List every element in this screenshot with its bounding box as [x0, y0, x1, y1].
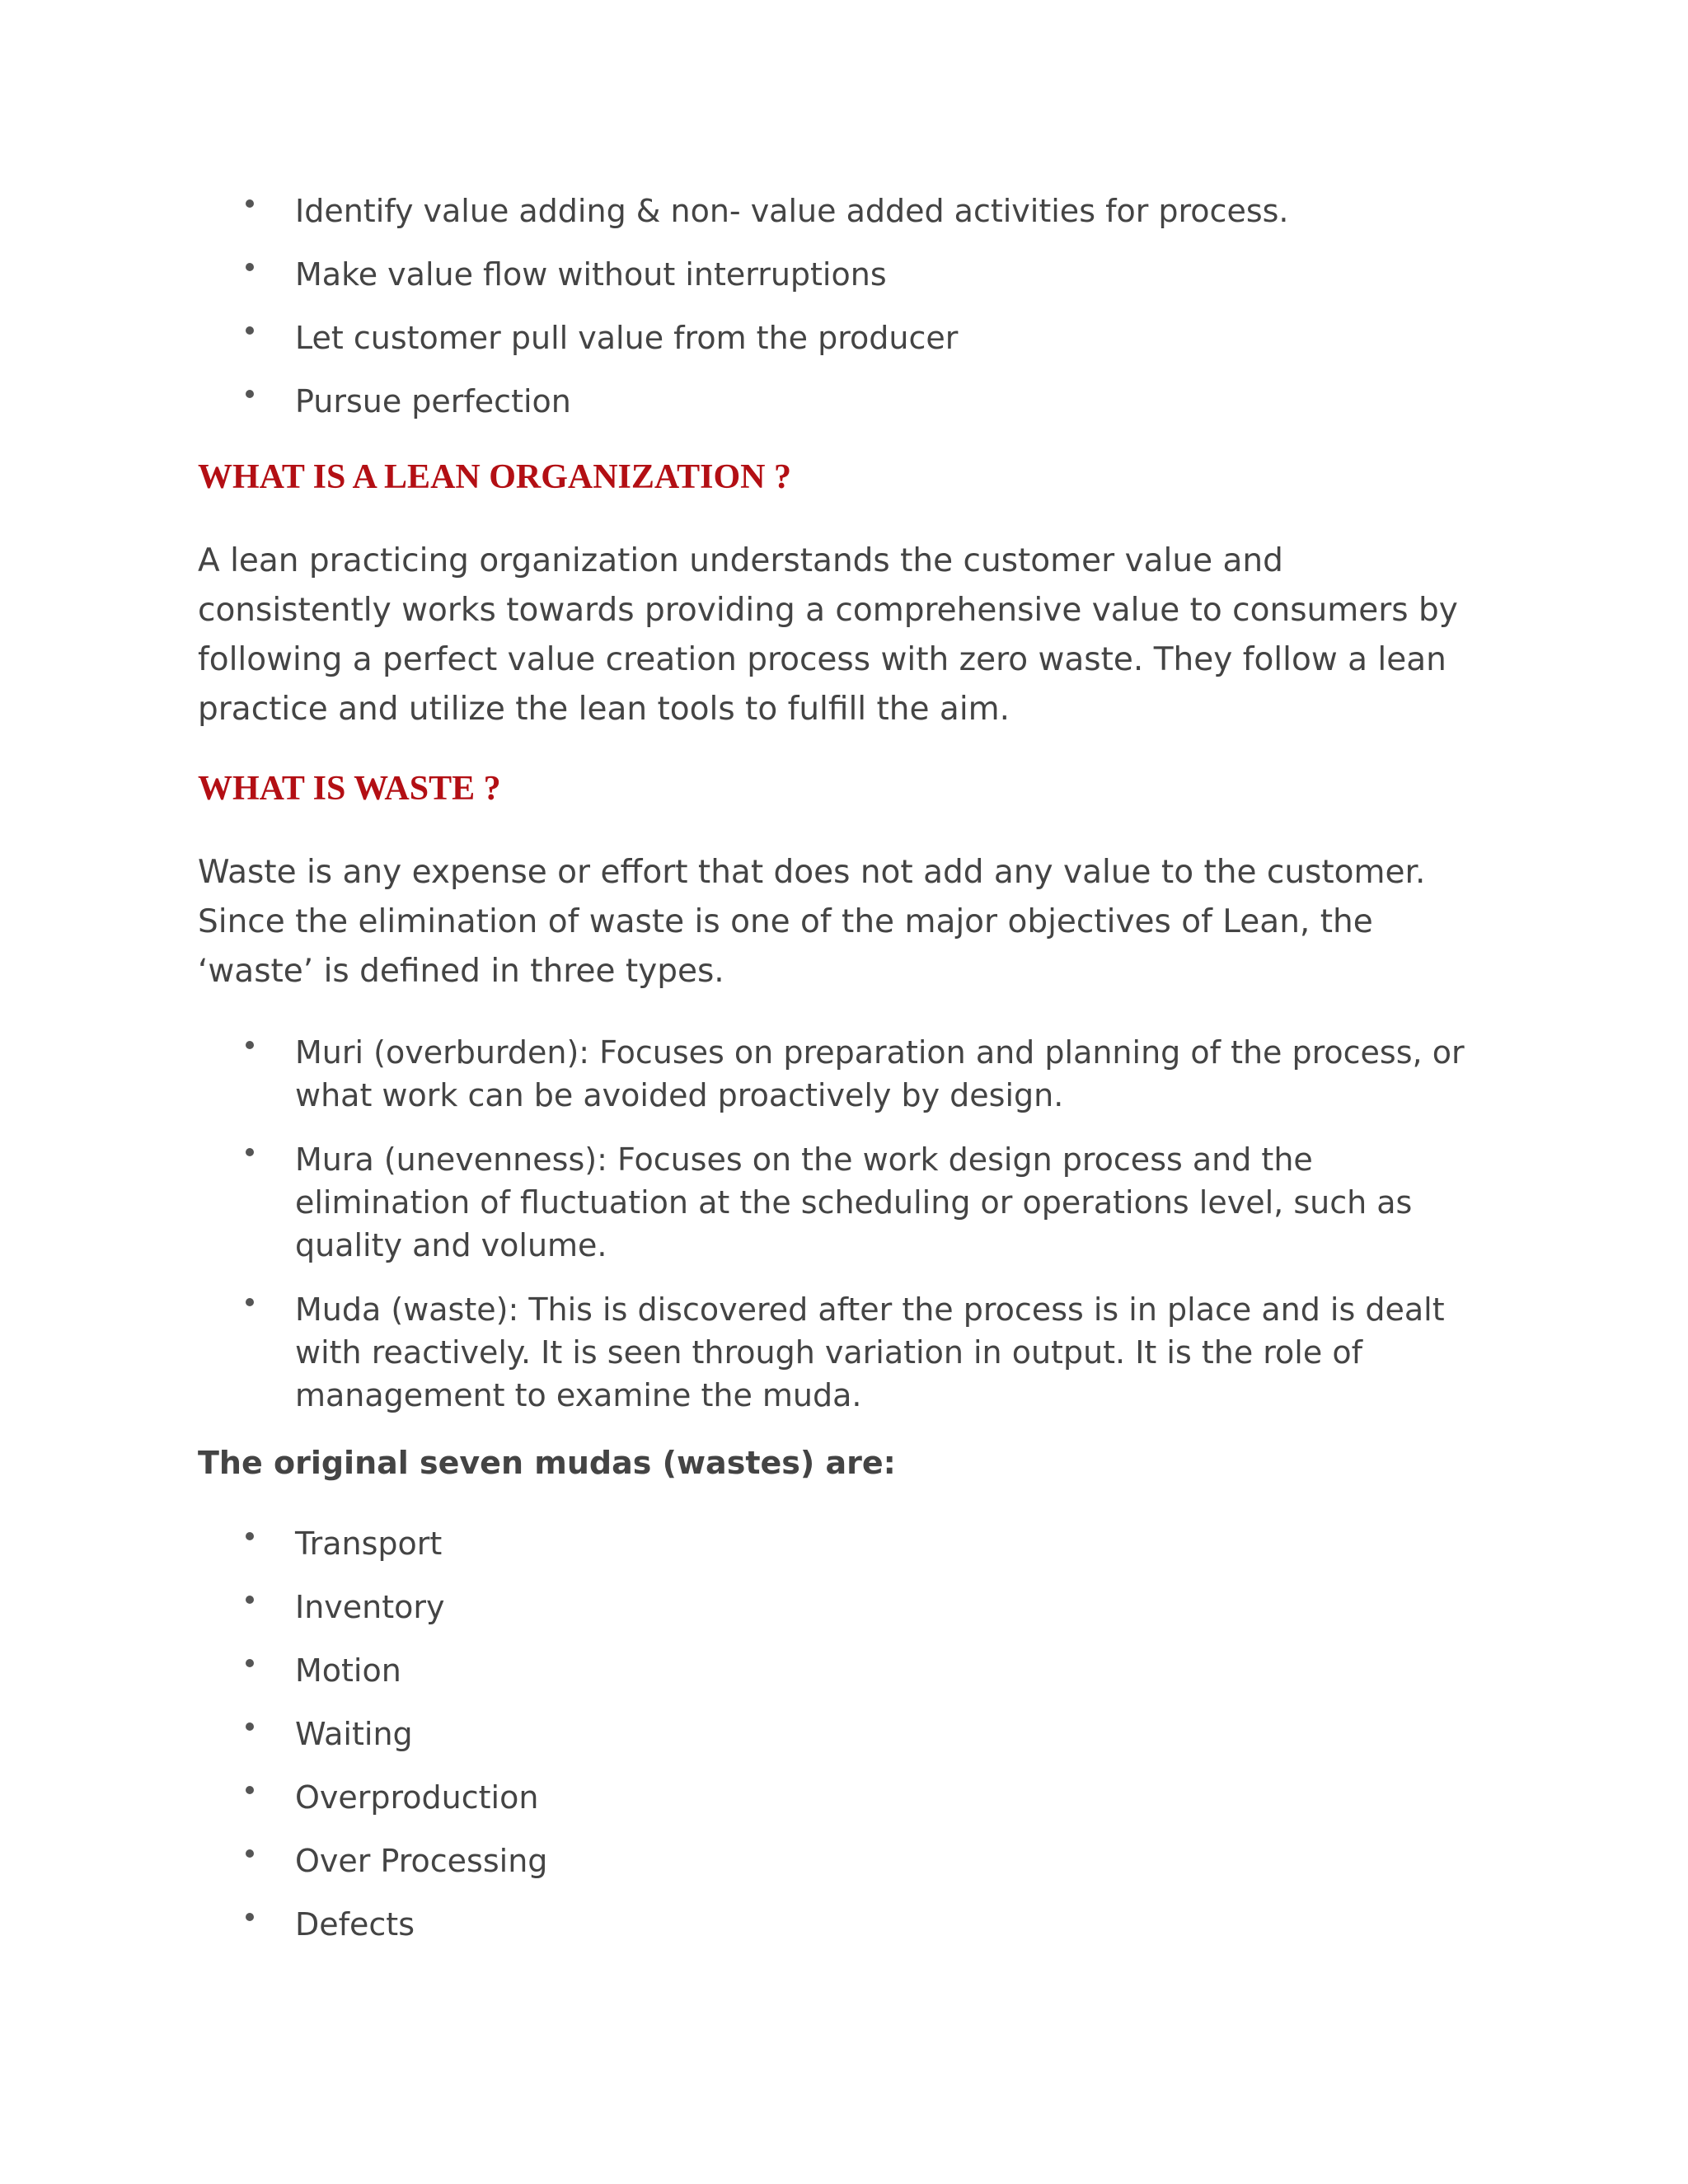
list-item	[198, 1840, 1484, 1882]
bullet-icon	[246, 1596, 254, 1604]
seven-mudas-intro: The original seven mudas (wastes) are:	[198, 1445, 896, 1481]
lean-organization-paragraph: A lean practicing organization understands the customer value and consistently works towards providing a comprehensive value to consumers by following a perfect value creation process with zero waste. They follow a lean practice and utilize the lean tools to fulfill the aim.	[198, 542, 1458, 728]
bullet-icon	[246, 1298, 254, 1306]
list-item-text: Let customer pull value from the producer	[295, 320, 959, 356]
list-item-text: Overproduction	[295, 1779, 539, 1816]
list-item-text: Motion	[295, 1652, 401, 1689]
list-item	[198, 1586, 1484, 1629]
list-item-text: Identify value adding & non- value added activities for process.	[295, 193, 1289, 229]
list-item-text: Muda (waste): This is discovered after the process is in place and is dealt with reactively. It is seen through variation in output. It is the role of management to examine the muda.	[295, 1291, 1445, 1413]
bullet-icon	[246, 1913, 254, 1921]
bullet-icon	[246, 390, 254, 398]
bullet-icon	[246, 263, 254, 271]
list-item-text: Transport	[295, 1526, 443, 1562]
bullet-icon	[246, 1041, 254, 1049]
bullet-icon	[246, 199, 254, 208]
list-item	[198, 1288, 1484, 1417]
list-item-text: Inventory	[295, 1589, 445, 1625]
list-item-text: Pursue perfection	[295, 383, 571, 419]
list-item	[198, 380, 1484, 423]
list-item	[198, 1776, 1484, 1819]
list-item-text: Make value flow without interruptions	[295, 256, 887, 293]
lean-organization-heading: WHAT IS A LEAN ORGANIZATION ?	[198, 458, 791, 496]
list-item	[198, 1713, 1484, 1755]
list-item-text: Muri (overburden): Focuses on preparation and planning of the process, or what work can be avoided proactively by design.	[295, 1034, 1465, 1113]
list-item	[198, 253, 1484, 296]
waste-types-list	[198, 1031, 1484, 1417]
list-item-text: Waiting	[295, 1716, 413, 1752]
list-item	[198, 1031, 1484, 1117]
bullet-icon	[246, 1659, 254, 1667]
lean-principles-list	[198, 190, 1484, 423]
bullet-icon	[246, 1786, 254, 1794]
page-content	[198, 190, 1484, 1946]
bullet-icon	[246, 1148, 254, 1156]
bullet-icon	[246, 1722, 254, 1731]
bullet-icon	[246, 326, 254, 335]
list-item	[198, 1138, 1484, 1267]
waste-heading: WHAT IS WASTE ?	[198, 770, 501, 808]
list-item	[198, 1903, 1484, 1946]
seven-mudas-list	[198, 1522, 1484, 1946]
bullet-icon	[246, 1849, 254, 1858]
list-item	[198, 1522, 1484, 1565]
list-item-text: Defects	[295, 1906, 415, 1943]
list-item	[198, 190, 1484, 232]
waste-paragraph: Waste is any expense or effort that does not add any value to the customer. Since the elimination of waste is one of the major objectives of Lean, the ‘waste’ is defined in three types.	[198, 854, 1426, 990]
list-item	[198, 316, 1484, 359]
list-item-text: Over Processing	[295, 1843, 548, 1879]
list-item	[198, 1649, 1484, 1692]
bullet-icon	[246, 1532, 254, 1540]
list-item-text: Mura (unevenness): Focuses on the work design process and the elimination of fluctuation at the scheduling or operations level, such as quality and volume.	[295, 1141, 1413, 1263]
